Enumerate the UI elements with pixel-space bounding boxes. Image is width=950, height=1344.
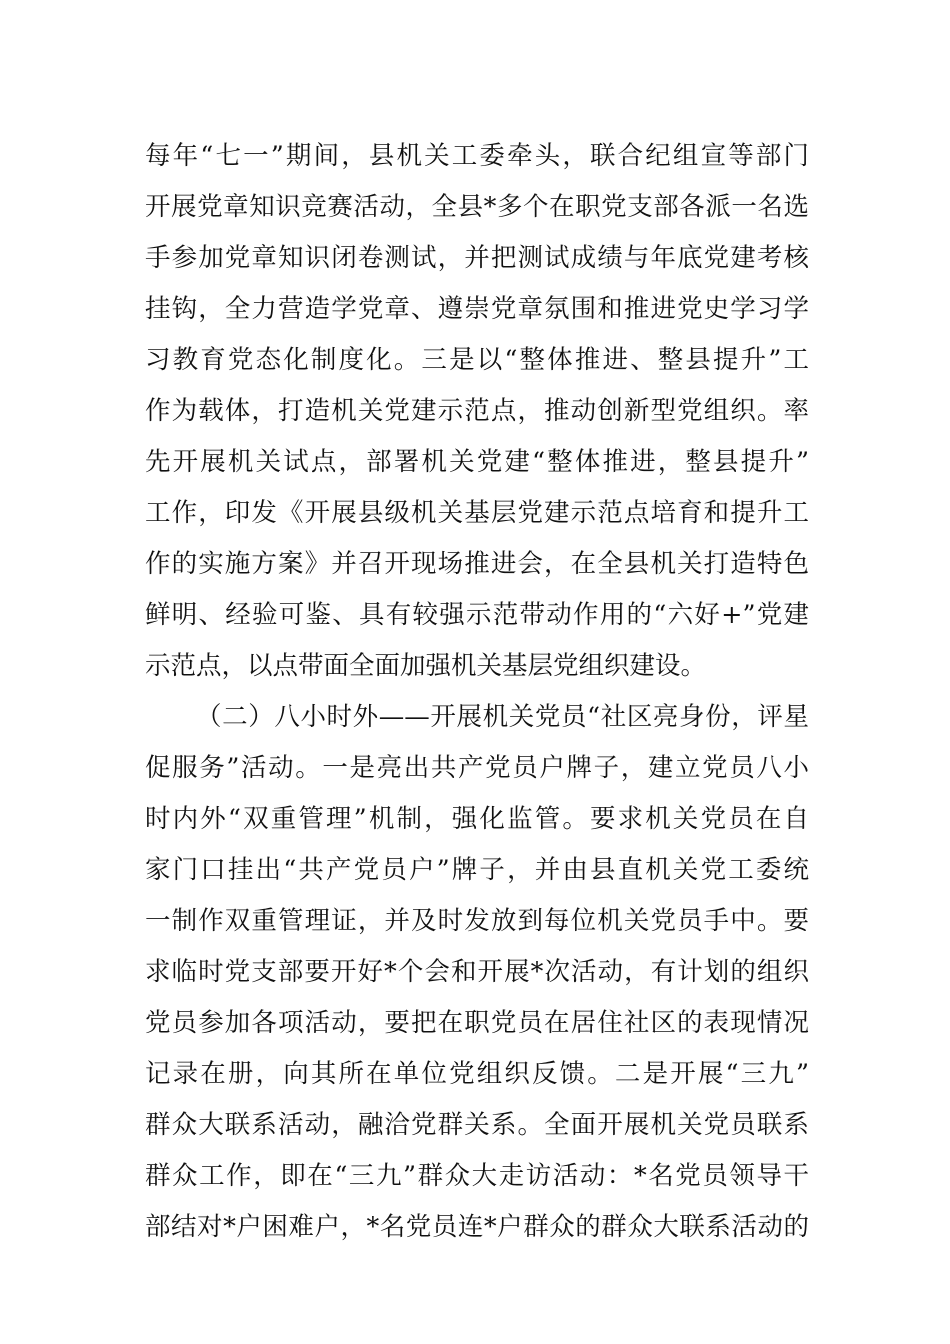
text-line: 每年“七一”期间，县机关工委牵头，联合纪组宣等部门 [145, 141, 809, 171]
text-line: 挂钩，全力营造学党章、遵崇党章氛围和推进党史学习学 [145, 294, 809, 324]
paragraph-1 [145, 131, 809, 692]
text-line: 群众工作，即在“三九”群众大走访活动：*名党员领导干 [145, 1161, 809, 1191]
text-line: （二）八小时外——开展机关党员“社区亮身份，评星 [196, 702, 809, 732]
text-line: 一制作双重管理证，并及时发放到每位机关党员手中。要 [145, 906, 809, 936]
text-line: 党员参加各项活动，要把在职党员在居住社区的表现情况 [145, 1008, 809, 1038]
text-line: 开展党章知识竞赛活动，全县*多个在职党支部各派一名选 [145, 192, 809, 222]
text-line: 先开展机关试点，部署机关党建“整体推进，整县提升” [145, 447, 809, 477]
text-line: 手参加党章知识闭卷测试，并把测试成绩与年底党建考核 [145, 243, 809, 273]
text-line: 部结对*户困难户，*名党员连*户群众的群众大联系活动的 [145, 1212, 809, 1242]
text-line: 时内外“双重管理”机制，强化监管。要求机关党员在自 [145, 804, 809, 834]
paragraph-2 [145, 692, 809, 1253]
text-line: 家门口挂出“共产党员户”牌子，并由县直机关党工委统 [145, 855, 809, 885]
text-line: 习教育党态化制度化。三是以“整体推进、整县提升”工 [145, 345, 809, 375]
text-line: 作为载体，打造机关党建示范点，推动创新型党组织。率 [145, 396, 809, 426]
text-line: 群众大联系活动，融洽党群关系。全面开展机关党员联系 [145, 1110, 809, 1140]
text-line: 示范点，以点带面全面加强机关基层党组织建设。 [145, 651, 707, 681]
text-line: 作的实施方案》并召开现场推进会，在全县机关打造特色 [145, 549, 809, 579]
text-line: 求临时党支部要开好*个会和开展*次活动，有计划的组织 [145, 957, 809, 987]
text-line: 工作，印发《开展县级机关基层党建示范点培育和提升工 [145, 498, 809, 528]
text-line: 鲜明、经验可鉴、具有较强示范带动作用的“六好+”党建 [145, 600, 809, 630]
text-line: 促服务”活动。一是亮出共产党员户牌子，建立党员八小 [145, 753, 809, 783]
text-line: 记录在册，向其所在单位党组织反馈。二是开展“三九” [145, 1059, 809, 1089]
